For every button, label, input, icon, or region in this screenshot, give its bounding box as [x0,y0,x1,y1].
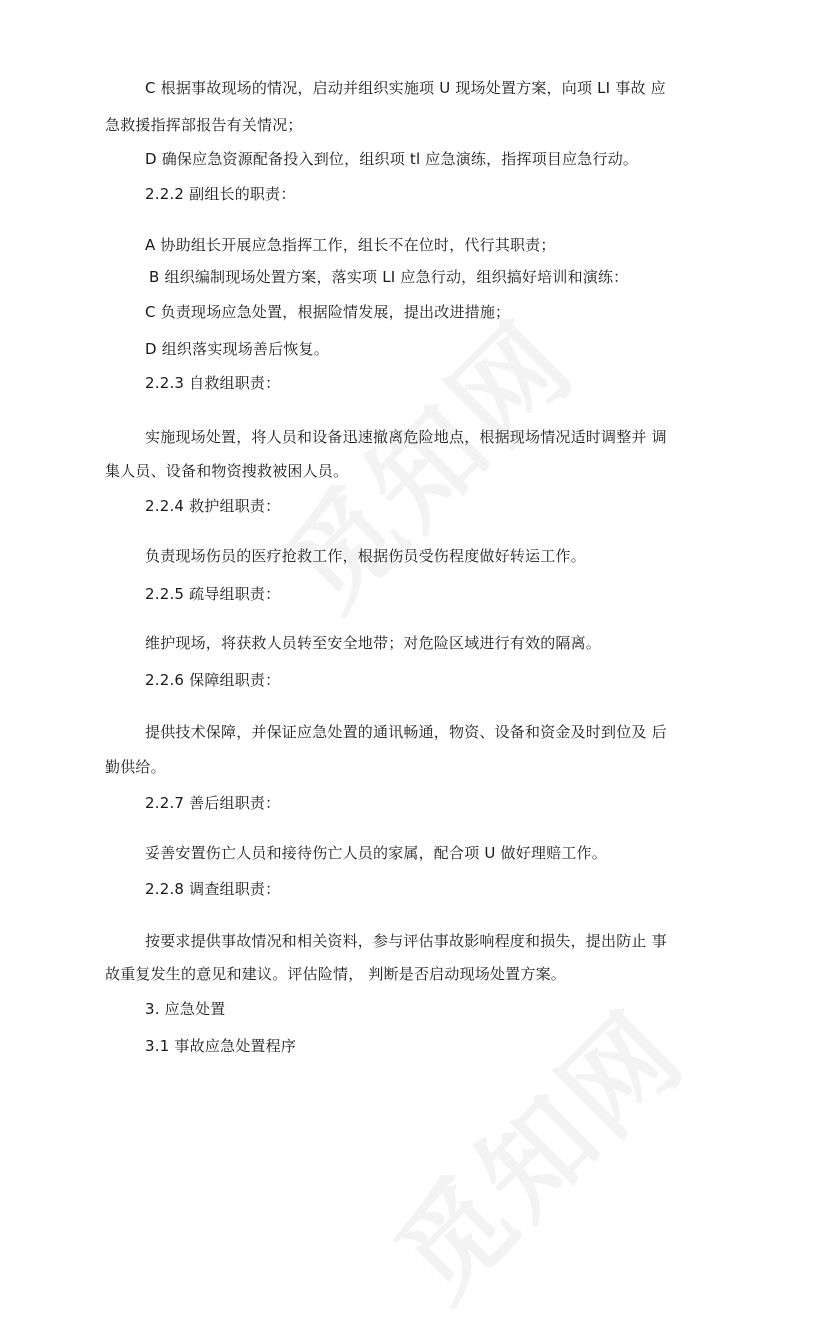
section-heading: 2.2.2 副组长的职责： [145,185,296,203]
text-line: 按要求提供事故情况和相关资料，参与评估事故影响程度和损失，提出防止 事 [145,932,667,950]
text-line: D 组织落实现场善后恢复。 [145,340,329,358]
text-line: C 根据事故现场的情况，启动并组织实施项 U 现场处置方案，向项 LI 事故 应 [145,79,666,97]
section-heading: 3.1 事故应急处置程序 [145,1037,297,1055]
text-line: 维护现场，将获救人员转至安全地带；对危险区域进行有效的隔离。 [145,634,602,652]
text-line: D 确保应急资源配备投入到位，组织项 tl 应急演练，指挥项目应急行动。 [145,150,639,168]
section-heading: 2.2.7 善后组职责： [145,794,281,812]
text-line: C 负责现场应急处置，根据险情发展，提出改进措施； [145,303,511,321]
section-heading: 2.2.6 保障组职责： [145,671,281,689]
text-line: 急救援指挥部报告有关情况； [105,116,303,134]
text-line: 提供技术保障，并保证应急处置的通讯畅通，物资、设备和资金及时到位及 后 [145,723,667,741]
section-heading: 2.2.5 疏导组职责： [145,585,281,603]
watermark-center [245,280,603,638]
text-line: B 组织编制现场处置方案，落实项 LI 应急行动，组织搞好培训和演练： [149,268,629,286]
section-heading: 2.2.3 自救组职责： [145,374,281,392]
text-line: 实施现场处置，将人员和设备迅速撤离危险地点，根据现场情况适时调整并 调 [145,428,667,446]
section-heading: 2.2.8 调查组职责： [145,880,281,898]
text-line: 勤供给。 [105,758,166,776]
text-line: 负责现场伤员的医疗抢救工作，根据伤员受伤程度做好转运工作。 [145,547,586,565]
watermark-bottom [355,970,713,1328]
text-line: 故重复发生的意见和建议。评估险情， 判断是否启动现场处置方案。 [105,965,566,983]
text-line: 集人员、设备和物资搜救被困人员。 [105,462,349,480]
section-heading: 2.2.4 救护组职责： [145,497,281,515]
text-line: 妥善安置伤亡人员和接待伤亡人员的家属，配合项 U 做好理赔工作。 [145,844,607,862]
text-line: A 协助组长开展应急指挥工作，组长不在位时，代行其职责； [145,236,556,254]
section-heading: 3. 应急处置 [145,1000,226,1018]
